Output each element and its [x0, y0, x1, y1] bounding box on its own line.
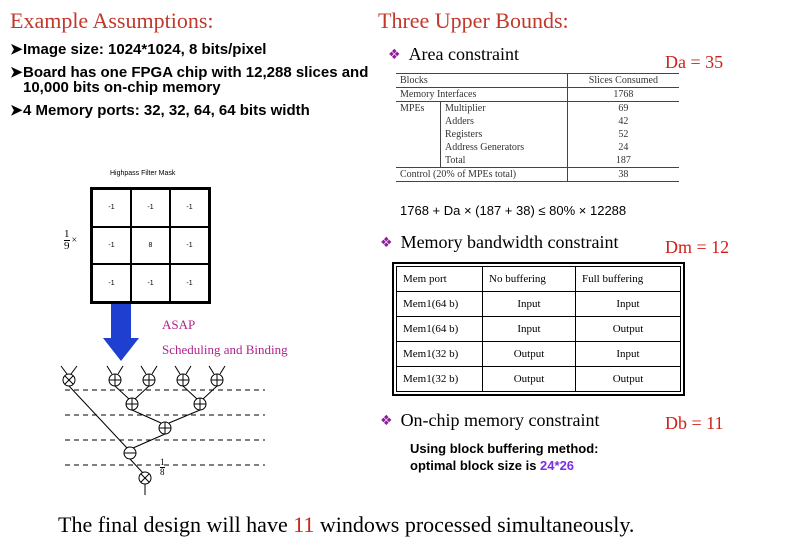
- conclusion-post: windows processed simultaneously.: [314, 512, 635, 537]
- area-cell: [396, 154, 441, 168]
- mem-cell: Mem1(32 b): [397, 342, 483, 367]
- mem-header-cell: No buffering: [483, 267, 576, 292]
- area-row: [396, 168, 679, 182]
- arrow-bullet-icon: ➤: [10, 102, 23, 119]
- bandwidth-table: [392, 262, 685, 396]
- area-header-slices: Slices Consumed: [588, 75, 658, 86]
- mask-cell: -1: [92, 227, 131, 265]
- mem-table-row: [397, 342, 681, 367]
- area-cell: Memory Interfaces: [396, 88, 567, 102]
- mem-cell: Mem1(32 b): [397, 367, 483, 392]
- assumption-text: Image size: 1024*1024, 8 bits/pixel: [23, 41, 267, 58]
- conclusion-pre: The final design will have: [58, 512, 294, 537]
- area-cell: [396, 128, 441, 141]
- scale-fraction: [64, 229, 70, 252]
- area-cell: 52: [618, 129, 629, 140]
- mem-cell: Mem1(64 b): [397, 317, 483, 342]
- mem-cell: Output: [483, 342, 576, 367]
- mem-cell: Output: [483, 367, 576, 392]
- mem-cell: Mem1(64 b): [397, 292, 483, 317]
- area-row: [396, 115, 679, 128]
- block-size-value: 24*26: [540, 458, 575, 473]
- area-cell: Control (20% of MPEs total): [396, 168, 567, 182]
- area-cell: [396, 115, 441, 128]
- buffer-note-line2: [410, 457, 599, 474]
- area-cell: Adders: [441, 115, 568, 128]
- assumption-list: [10, 42, 370, 126]
- mask-cell: -1: [131, 189, 170, 227]
- area-cell: Total: [441, 154, 568, 168]
- assumption-item: [10, 42, 370, 57]
- mem-header-cell: Full buffering: [576, 267, 681, 292]
- bandwidth-heading-text: Memory bandwidth constraint: [400, 232, 619, 252]
- onchip-value: Db = 11: [665, 413, 724, 433]
- area-cell: 24: [618, 142, 629, 153]
- area-row: [396, 154, 679, 168]
- tree-frac-numerator: 1: [160, 457, 165, 467]
- scale-numerator: 1: [64, 228, 70, 240]
- area-cell: 69: [618, 103, 629, 114]
- assumption-text: Board has one FPGA chip with 12,288 slices and 10,000 bits on-chip memory: [23, 64, 369, 96]
- asap-label: ASAP: [162, 317, 196, 332]
- area-cell: MPEs: [396, 102, 441, 116]
- mask-cell: -1: [170, 227, 209, 265]
- buffer-note-prefix: optimal block size is: [410, 458, 541, 473]
- mem-cell: Input: [576, 342, 681, 367]
- buffer-note-line1: Using block buffering method:: [410, 441, 599, 456]
- conclusion-number: 11: [293, 512, 315, 537]
- area-cell: 1768: [613, 89, 634, 100]
- area-header-blocks: Blocks: [396, 74, 567, 88]
- mem-table-row: [397, 317, 681, 342]
- diamond-bullet-icon: ❖: [380, 412, 393, 429]
- mask-cell: -1: [92, 189, 131, 227]
- filter-mask-grid: [90, 187, 211, 304]
- bandwidth-heading: [380, 232, 619, 253]
- onchip-heading: [380, 410, 600, 431]
- mem-cell: Output: [576, 317, 681, 342]
- scale-denominator: 9: [64, 240, 70, 252]
- mem-cell: Input: [483, 317, 576, 342]
- area-cell: Registers: [441, 128, 568, 141]
- mask-cell: -1: [131, 264, 170, 302]
- arrow-bullet-icon: ➤: [10, 41, 23, 58]
- diamond-bullet-icon: ❖: [380, 234, 393, 251]
- area-row: [396, 141, 679, 154]
- area-row: [396, 102, 679, 116]
- mem-table-row: [397, 367, 681, 392]
- scheduling-label: Scheduling and Binding: [162, 342, 288, 357]
- assumption-text: 4 Memory ports: 32, 32, 64, 64 bits width: [23, 102, 310, 119]
- mem-table-row: [397, 292, 681, 317]
- mask-cell: -1: [170, 189, 209, 227]
- mem-cell: Output: [576, 367, 681, 392]
- mask-cell: -1: [170, 264, 209, 302]
- arrow-bullet-icon: ➤: [10, 64, 23, 81]
- conclusion-line: [58, 512, 634, 538]
- area-table: [396, 73, 679, 182]
- left-title: Example Assumptions:: [10, 8, 214, 33]
- area-formula: 1768 + Da × (187 + 38) ≤ 80% × 12288: [400, 203, 627, 218]
- area-cell: Multiplier: [441, 102, 568, 116]
- area-cell: 38: [618, 169, 629, 180]
- mask-scale: [64, 229, 77, 252]
- area-heading-text: Area constraint: [408, 44, 520, 64]
- onchip-heading-text: On-chip memory constraint: [400, 410, 600, 430]
- area-table-header: [396, 74, 679, 88]
- mask-cell: -1: [92, 264, 131, 302]
- right-title: Three Upper Bounds:: [378, 8, 569, 33]
- area-row: [396, 88, 679, 102]
- tree-frac-denominator: 8: [160, 467, 165, 477]
- mem-cell: Input: [576, 292, 681, 317]
- mem-header-cell: Mem port: [397, 267, 483, 292]
- times-sign: ×: [71, 235, 78, 246]
- area-heading: [388, 44, 519, 65]
- area-value: Da = 35: [665, 52, 724, 72]
- down-arrow-icon: [103, 304, 139, 362]
- mem-table-header: [397, 267, 681, 292]
- area-cell: [396, 141, 441, 154]
- mem-cell: Input: [483, 292, 576, 317]
- bandwidth-value: Dm = 12: [665, 237, 730, 257]
- area-cell: 42: [618, 116, 629, 127]
- diamond-bullet-icon: ❖: [388, 46, 401, 63]
- tree-fraction: [160, 458, 165, 477]
- mask-title: Highpass Filter Mask: [110, 170, 176, 177]
- mask-cell: 8: [131, 227, 170, 265]
- area-cell: Address Generators: [441, 141, 568, 154]
- block-buffer-note: [410, 440, 599, 474]
- assumption-item: [10, 65, 370, 95]
- area-row: [396, 128, 679, 141]
- assumption-item: [10, 103, 370, 118]
- area-cell: 187: [615, 155, 631, 166]
